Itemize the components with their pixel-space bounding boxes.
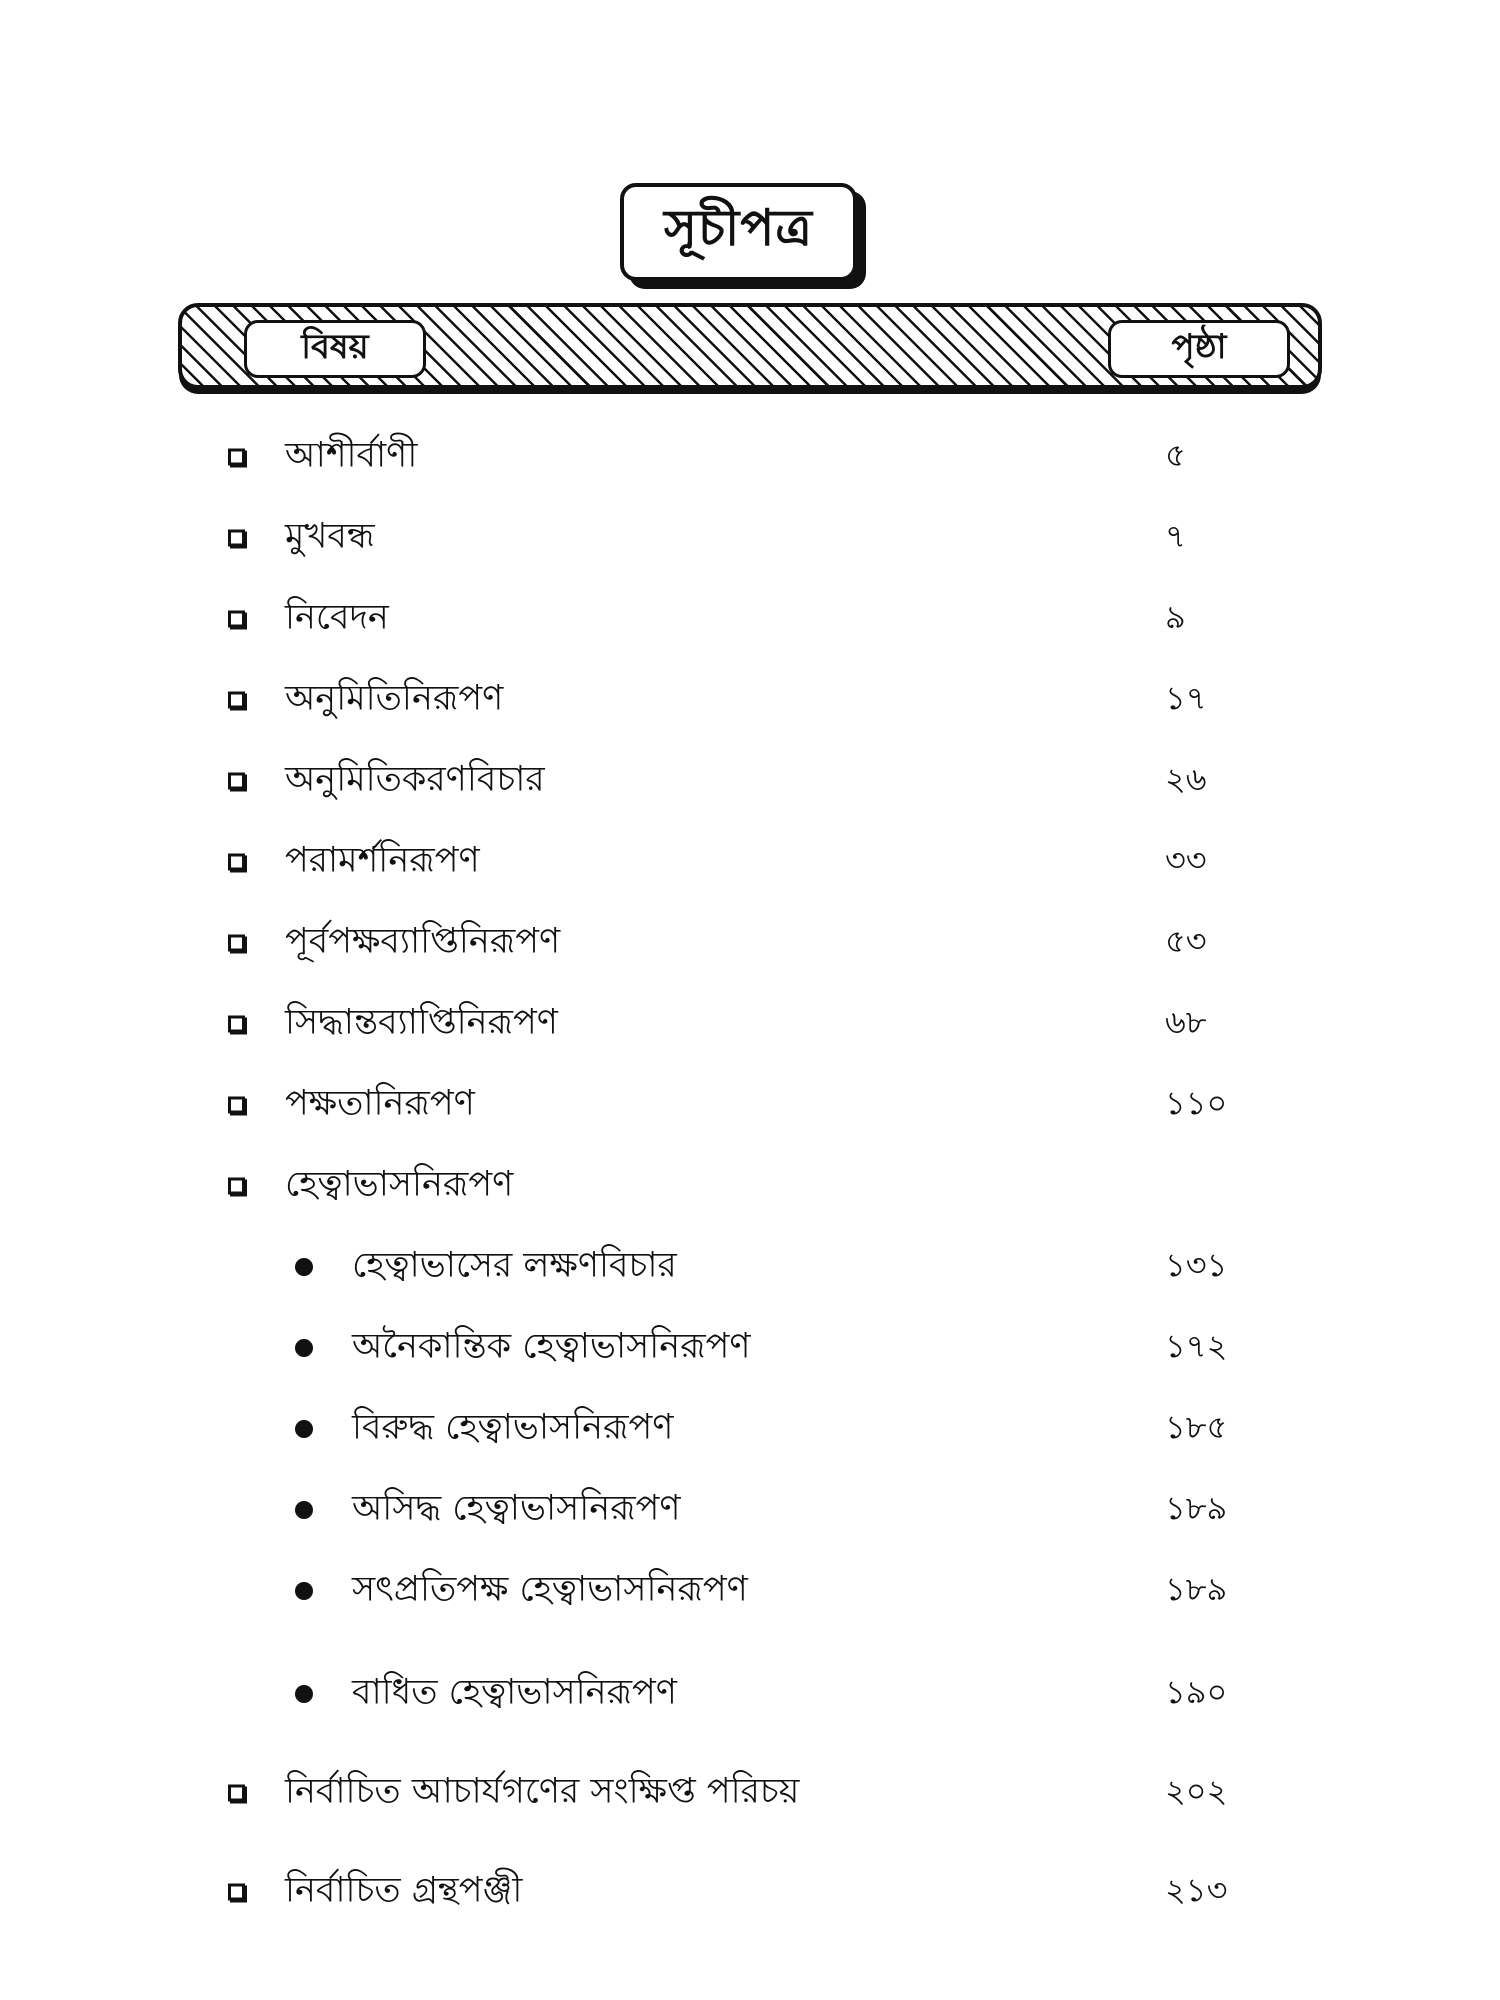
toc-entry[interactable] (0, 589, 1500, 649)
subject-column-header: বিষয় (244, 320, 426, 378)
toc-subentry-label: সৎপ্রতিপক্ষ হেত্বাভাসনিরূপণ (352, 1569, 748, 1610)
checkbox-square-icon (228, 1097, 245, 1114)
checkbox-square-icon (228, 854, 245, 871)
toc-entry-page: ৩৩ (1165, 841, 1207, 879)
checkbox-square-icon (228, 611, 245, 628)
toc-entry-page: ৬৮ (1165, 1003, 1207, 1041)
toc-subentry[interactable] (0, 1318, 1500, 1378)
toc-entry-label: অনুমিতিনিরূপণ (285, 678, 504, 719)
toc-entry-label: নির্বাচিত আচার্যগণের সংক্ষিপ্ত পরিচয় (285, 1771, 800, 1812)
toc-subentry-label: হেত্বাভাসের লক্ষণবিচার (352, 1245, 677, 1286)
toc-entry[interactable] (0, 508, 1500, 568)
toc-entry[interactable] (0, 1075, 1500, 1135)
toc-entry-label: অনুমিতিকরণবিচার (285, 759, 545, 800)
bullet-icon (295, 1420, 313, 1438)
toc-subentry-label: অসিদ্ধ হেত্বাভাসনিরূপণ (352, 1488, 681, 1529)
toc-entry-label: হেত্বাভাসনিরূপণ (285, 1164, 514, 1205)
toc-entry[interactable] (0, 427, 1500, 487)
toc-entry[interactable] (0, 994, 1500, 1054)
bullet-icon (295, 1582, 313, 1600)
checkbox-square-icon (228, 1884, 245, 1901)
toc-entry-page: ২৬ (1165, 760, 1207, 798)
toc-subentry[interactable] (0, 1480, 1500, 1540)
toc-subentry-page: ১৯০ (1165, 1673, 1228, 1711)
toc-entry-page: ৫৩ (1165, 922, 1207, 960)
toc-entry-page: ৯ (1165, 598, 1186, 636)
toc-entry-page: ১১০ (1165, 1084, 1228, 1122)
checkbox-square-icon (228, 935, 245, 952)
toc-subentry-label: বিরুদ্ধ হেত্বাভাসনিরূপণ (352, 1407, 674, 1448)
toc-entry-page: ২১৩ (1165, 1871, 1228, 1909)
checkbox-square-icon (228, 692, 245, 709)
page-column-header: পৃষ্ঠা (1108, 320, 1290, 378)
toc-entry[interactable] (0, 832, 1500, 892)
toc-entry[interactable] (0, 1156, 1500, 1216)
toc-subentry-label: অনৈকান্তিক হেত্বাভাসনিরূপণ (352, 1326, 751, 1367)
toc-subentry[interactable] (0, 1561, 1500, 1621)
toc-subentry-page: ১৩১ (1165, 1246, 1228, 1284)
page-title: সূচীপত্র (620, 183, 857, 281)
bullet-icon (295, 1685, 313, 1703)
checkbox-square-icon (228, 530, 245, 547)
toc-entry[interactable] (0, 670, 1500, 730)
checkbox-square-icon (228, 1178, 245, 1195)
bullet-icon (295, 1501, 313, 1519)
toc-entry[interactable] (0, 1763, 1500, 1823)
toc-entry-label: নিবেদন (285, 597, 389, 638)
toc-entry-page: ১৭ (1165, 679, 1207, 717)
toc-entry-page: ২০২ (1165, 1772, 1228, 1810)
toc-entry-label: পূর্বপক্ষব্যাপ্তিনিরূপণ (285, 921, 561, 962)
toc-entry[interactable] (0, 1862, 1500, 1922)
toc-subentry-page: ১৮৯ (1165, 1570, 1228, 1608)
checkbox-square-icon (228, 773, 245, 790)
toc-subentry-page: ১৮৯ (1165, 1489, 1228, 1527)
toc-entry-label: সিদ্ধান্তব্যাপ্তিনিরূপণ (285, 1002, 558, 1043)
toc-entry[interactable] (0, 751, 1500, 811)
toc-subentry-page: ১৮৫ (1165, 1408, 1228, 1446)
toc-subentry[interactable] (0, 1399, 1500, 1459)
checkbox-square-icon (228, 1016, 245, 1033)
toc-entry-label: মুখবন্ধ (285, 516, 375, 557)
toc-entry[interactable] (0, 913, 1500, 973)
toc-entry-label: আশীর্বাণী (285, 435, 418, 476)
toc-entry-label: পক্ষতানিরূপণ (285, 1083, 475, 1124)
toc-entry-label: পরামর্শনিরূপণ (285, 840, 480, 881)
toc-entry-label: নির্বাচিত গ্রন্থপঞ্জী (285, 1870, 523, 1911)
table-header-bar (178, 303, 1322, 389)
checkbox-square-icon (228, 449, 245, 466)
toc-subentry-page: ১৭২ (1165, 1327, 1228, 1365)
checkbox-square-icon (228, 1785, 245, 1802)
toc-entry-page: ৭ (1165, 517, 1186, 555)
toc-subentry-label: বাধিত হেত্বাভাসনিরূপণ (352, 1672, 677, 1713)
bullet-icon (295, 1339, 313, 1357)
toc-subentry[interactable] (0, 1237, 1500, 1297)
bullet-icon (295, 1258, 313, 1276)
toc-subentry[interactable] (0, 1664, 1500, 1724)
toc-entry-page: ৫ (1165, 436, 1186, 474)
